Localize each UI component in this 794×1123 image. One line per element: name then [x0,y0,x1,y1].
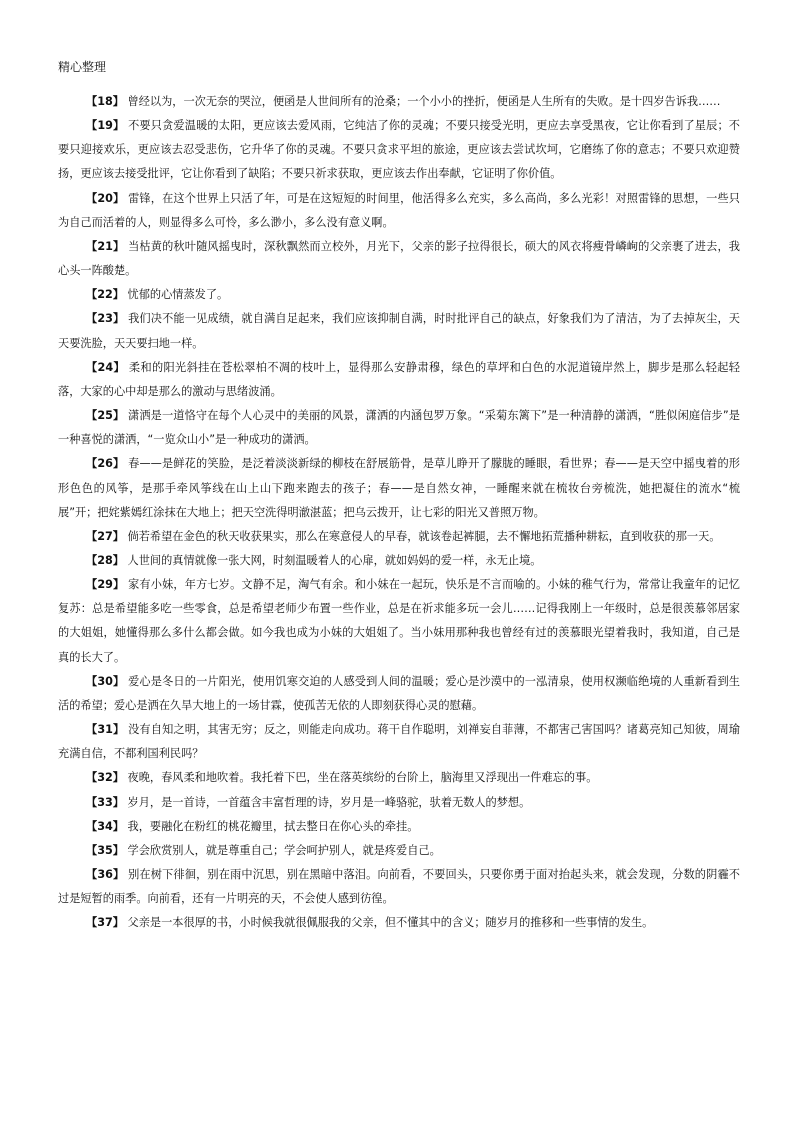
paragraph [58,356,740,404]
paragraph-number: 【25】 [86,409,125,423]
paragraph-text: 爱心是冬日的一片阳光，使用饥寒交迫的人感受到人间的温暖；爱心是沙漠中的一泓清泉，使用权濒临绝境的人重新看到生活的希望；爱心是洒在久旱大地上的一场甘霖，使孤苦无依的人即刻获得心灵的慰藉。 [58,674,740,712]
paragraph-text: 倘若希望在金色的秋天收获果实，那么在寒意侵人的早春，就该卷起裤腿，去不懈地拓荒播种耕耘，直到收获的那一天。 [127,529,721,543]
paragraph-number: 【35】 [86,843,124,857]
paragraph-number: 【32】 [86,771,124,785]
paragraph-text: 雷锋，在这个世界上只活了年，可是在这短短的时间里，他活得多么充实，多么高尚，多么光彩！对照雷锋的思想，一些只为自己而活着的人，则显得多么可怜，多么渺小，多么没有意义啊。 [58,191,740,229]
paragraph-number: 【24】 [86,360,125,374]
paragraph-number: 【18】 [86,95,124,108]
paragraph [58,863,740,911]
paragraph [58,404,740,452]
paragraph [58,235,740,283]
paragraph-number: 【34】 [86,819,124,833]
paragraph [58,766,740,790]
paragraph-text: 潇洒是一道恪守在每个人心灵中的美丽的风景，潇洒的内涵包罗万象。“采菊东篱下”是一种清静的潇洒，“胜似闲庭信步”是一种喜悦的潇洒，“一览众山小”是一种成功的潇洒。 [58,409,740,447]
paragraph-text: 曾经以为，一次无奈的哭泣，便函是人世间所有的沧桑；一个小小的挫折，便函是人生所有的失败。是十四岁告诉我…… [127,95,721,108]
paragraph [58,549,740,573]
paragraph-number: 【23】 [86,312,125,326]
paragraph [58,911,740,935]
paragraph-number: 【36】 [86,868,125,881]
paragraph-number: 【31】 [86,723,125,737]
paragraph-text: 学会欣赏别人，就是尊重自己；学会呵护别人，就是疼爱自己。 [127,843,441,857]
paragraph-number: 【37】 [86,916,124,930]
paragraph-number: 【30】 [86,674,125,688]
paragraph [58,718,740,766]
document-body [58,90,740,935]
paragraph-text: 不要只贪爱温暖的太阳，更应该去爱风雨，它纯洁了你的灵魂；不要只接受光明，更应去享受黑夜，它让你看到了星辰；不要只迎接欢乐，更应该去忍受悲伤，它升华了你的灵魂。不要只贪求平坦的旅途，更应该去尝试坎坷，它磨练了你的意志；不要只欢迎赞扬，更应该去接受批评，它让你看到了缺陷；不要只祈求获取，更应该去作出奉献，它证明了你价值。 [58,119,740,181]
paragraph [58,283,740,307]
paragraph [58,307,740,355]
paragraph-text: 家有小妹，年方七岁。文静不足，淘气有余。和小妹在一起玩，快乐是不言而喻的。小妹的稚气行为，常常让我童年的记忆复苏：总是希望能多吃一些零食，总是希望老师少布置一些作业，总是在祈求能多玩一会儿……记得我刚上一年级时，总是很羡慕邻居家的大姐姐，她懂得那么多什么都会做。如今我也成为小妹的大姐姐了。当小妹用那种我也曾经有过的羡慕眼光望着我时，我知道，自己是真的长大了。 [58,578,740,664]
paragraph-text: 没有自知之明，其害无穷；反之，则能走向成功。蒋干自作聪明，刘禅妄自菲薄，不都害己害国吗？诸葛亮知己知彼，周瑜充满自信，不都利国利民吗？ [58,723,740,761]
paragraph [58,90,740,114]
paragraph-number: 【20】 [86,191,125,205]
paragraph [58,573,740,670]
paragraph-number: 【33】 [86,795,124,809]
paragraph-text: 夜晚，春风柔和地吹着。我托着下巴，坐在落英缤纷的台阶上，脑海里又浮现出一件难忘的事。 [127,771,598,785]
paragraph-text: 忧郁的心情蒸发了。 [127,288,229,302]
paragraph [58,839,740,863]
paragraph [58,187,740,235]
paragraph [58,525,740,549]
paragraph-number: 【19】 [86,119,125,133]
paragraph-text: 柔和的阳光斜挂在苍松翠柏不凋的枝叶上，显得那么安静肃穆，绿色的草坪和白色的水泥道镜岸然上，脚步是那么轻起轻落，大家的心中却是那么的激动与思绪波涌。 [58,360,740,398]
paragraph [58,670,740,718]
paragraph [58,114,740,186]
paragraph-text: 父亲是一本很厚的书，小时候我就很佩服我的父亲，但不懂其中的含义；随岁月的推移和一些事情的发生。 [127,916,654,930]
paragraph-text: 别在树下徘徊，别在雨中沉思，别在黑暗中落泪。向前看，不要回头，只要你勇于面对抬起头来，就会发现，分数的阴霾不过是短暂的雨季。向前看，还有一片明亮的天，不会使人感到彷徨。 [58,868,740,906]
paragraph-number: 【28】 [86,553,124,567]
paragraph-number: 【29】 [86,578,125,592]
paragraph-number: 【27】 [86,529,124,543]
paragraph-text: 人世间的真情就像一张大网，时刻温暖着人的心扉，就如妈妈的爱一样，永无止境。 [127,553,542,567]
paragraph-number: 【22】 [86,288,124,302]
paragraph [58,815,740,839]
page-header: 精心整理 [58,60,107,74]
paragraph-text: 我，要融化在粉红的桃花瓣里，拭去整日在你心头的牵挂。 [127,819,419,833]
paragraph-text: 当枯黄的秋叶随风摇曳时，深秋飘然而立校外，月光下，父亲的影子拉得很长，硕大的风衣将瘦骨嶙峋的父亲裹了进去，我心头一阵酸楚。 [58,239,740,278]
paragraph-text: 春——是鲜花的笑脸，是泛着淡淡新绿的柳枝在舒展筋骨，是草儿睁开了朦胧的睡眼，看世界；春——是天空中摇曳着的形形色色的风筝，是那手牵风筝线在山上山下跑来跑去的孩子；春——是自然女神，一睡醒来就在梳妆台旁梳洗，她把凝住的流水“梳展”开；把姹紫嫣红涂抹在大地上；把天空洗得明澈湛蓝；把乌云拨开，让七彩的阳光又普照万物。 [58,457,740,519]
paragraph-number: 【21】 [86,239,125,253]
paragraph-text: 我们决不能一见成绩，就自满自足起来，我们应该抑制自满，时时批评自己的缺点，好象我们为了清洁，为了去掉灰尘，天天要洗脸，天天要扫地一样。 [58,312,740,350]
paragraph-number: 【26】 [86,457,125,471]
paragraph-text: 岁月，是一首诗，一首蕴含丰富哲理的诗，岁月是一峰骆驼，驮着无数人的梦想。 [127,795,531,809]
paragraph [58,791,740,815]
paragraph [58,452,740,524]
